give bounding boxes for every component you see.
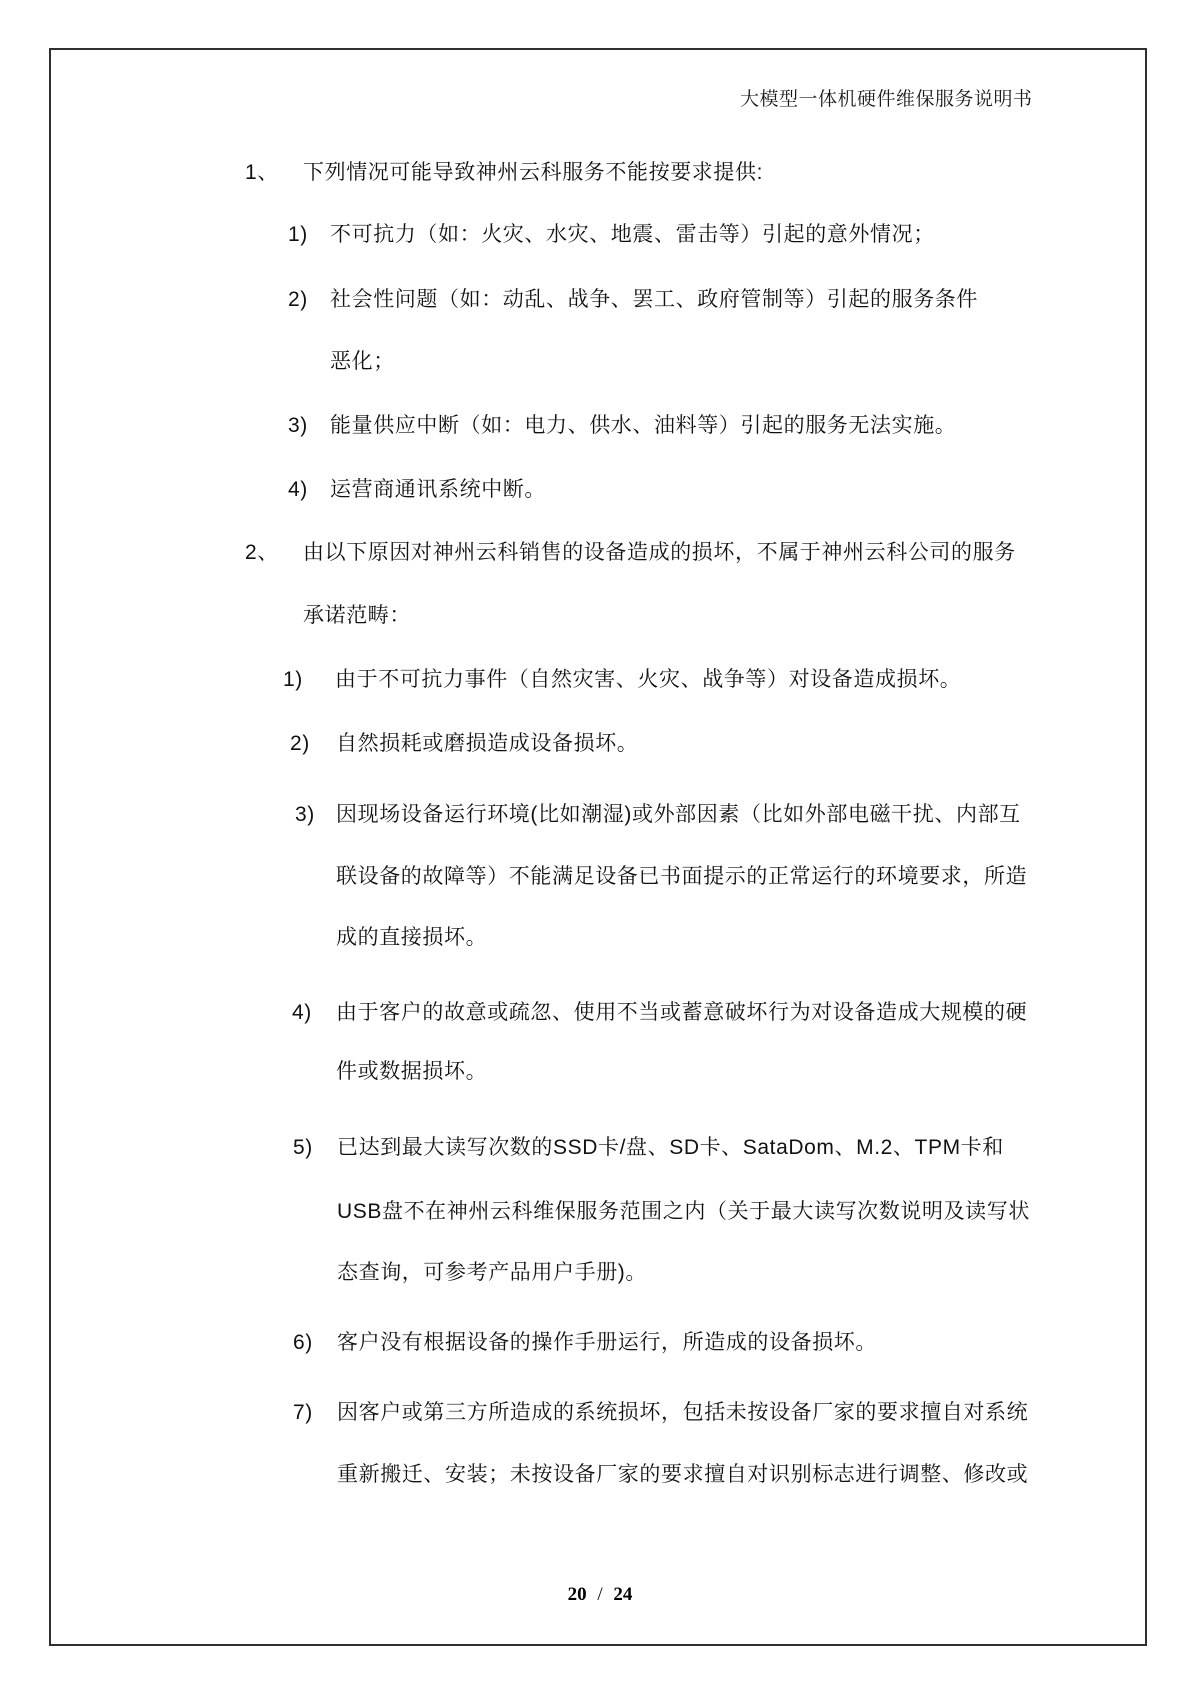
list-item-continuation-line	[0, 1197, 1200, 1227]
list-item-continuation-line	[0, 347, 1200, 377]
list-item-line	[0, 538, 1200, 568]
list-text: 由于客户的故意或疏忽、使用不当或蓄意破坏行为对设备造成大规模的硬	[336, 1001, 1028, 1024]
list-text: 因现场设备运行环境(比如潮湿)或外部因素（比如外部电磁干扰、内部互	[336, 803, 1021, 826]
list-item-line	[0, 220, 1200, 250]
list-number: 4)	[292, 1001, 312, 1024]
list-number: 2)	[290, 732, 310, 755]
list-item-line	[0, 158, 1200, 188]
list-text: 运营商通讯系统中断。	[330, 478, 546, 501]
page-header-title: 大模型一体机硬件维保服务说明书	[740, 89, 1033, 110]
list-number: 3)	[288, 414, 308, 437]
list-number: 7)	[293, 1401, 313, 1424]
list-text: 自然损耗或磨损造成设备损坏。	[336, 732, 639, 755]
list-text: 已达到最大读写次数的SSD卡/盘、SD卡、SataDom、M.2、TPM卡和	[337, 1136, 1004, 1159]
list-text: 社会性问题（如：动乱、战争、罢工、政府管制等）引起的服务条件	[330, 288, 978, 311]
list-text: 能量供应中断（如：电力、供水、油料等）引起的服务无法实施。	[330, 414, 957, 437]
list-item-line	[0, 665, 1200, 695]
list-number: 1)	[288, 223, 308, 246]
list-text: 由于不可抗力事件（自然灾害、火灾、战争等）对设备造成损坏。	[335, 668, 962, 691]
list-item-line	[0, 411, 1200, 441]
list-item-continuation-line	[0, 923, 1200, 953]
list-number: 2)	[288, 288, 308, 311]
list-number: 2、	[245, 541, 279, 564]
total-page-count: 24	[613, 1584, 633, 1605]
list-text: USB盘不在神州云科维保服务范围之内（关于最大读写次数说明及读写状	[337, 1200, 1030, 1223]
list-text: 下列情况可能导致神州云科服务不能按要求提供:	[303, 161, 764, 184]
page-number-separator: /	[597, 1584, 603, 1605]
list-number: 6)	[293, 1331, 313, 1354]
page-footer	[0, 1584, 1200, 1606]
list-text: 客户没有根据设备的操作手册运行，所造成的设备损坏。	[337, 1331, 877, 1354]
list-item-line	[0, 285, 1200, 315]
list-item-line	[0, 1328, 1200, 1358]
list-item-line	[0, 800, 1200, 830]
list-number: 1)	[283, 668, 303, 691]
list-text: 重新搬迁、安装；未按设备厂家的要求擅自对识别标志进行调整、修改或	[337, 1463, 1029, 1486]
list-number: 1、	[245, 161, 279, 184]
list-item-continuation-line	[0, 862, 1200, 892]
list-text: 件或数据损坏。	[336, 1060, 488, 1083]
list-item-continuation-line	[0, 1057, 1200, 1087]
list-text: 承诺范畴：	[303, 604, 411, 627]
list-item-line	[0, 998, 1200, 1028]
list-text: 由以下原因对神州云科销售的设备造成的损坏，不属于神州云科公司的服务	[303, 541, 1016, 564]
list-text: 恶化；	[330, 350, 395, 373]
list-number: 4)	[288, 478, 308, 501]
list-text: 成的直接损坏。	[336, 926, 488, 949]
list-text: 不可抗力（如：火灾、水灾、地震、雷击等）引起的意外情况；	[330, 223, 935, 246]
list-item-line	[0, 475, 1200, 505]
list-number: 5)	[293, 1136, 313, 1159]
list-number: 3)	[295, 803, 315, 826]
list-item-line	[0, 1398, 1200, 1428]
list-text: 联设备的故障等）不能满足设备已书面提示的正常运行的环境要求，所造	[336, 865, 1028, 888]
list-item-continuation-line	[0, 1460, 1200, 1490]
current-page-number: 20	[567, 1584, 587, 1605]
list-item-line	[0, 1133, 1200, 1163]
list-item-continuation-line	[0, 601, 1200, 631]
list-item-continuation-line	[0, 1258, 1200, 1288]
list-item-line	[0, 729, 1200, 759]
list-text: 态查询，可参考产品用户手册)。	[337, 1261, 647, 1284]
list-text: 因客户或第三方所造成的系统损坏，包括未按设备厂家的要求擅自对系统	[337, 1401, 1029, 1424]
